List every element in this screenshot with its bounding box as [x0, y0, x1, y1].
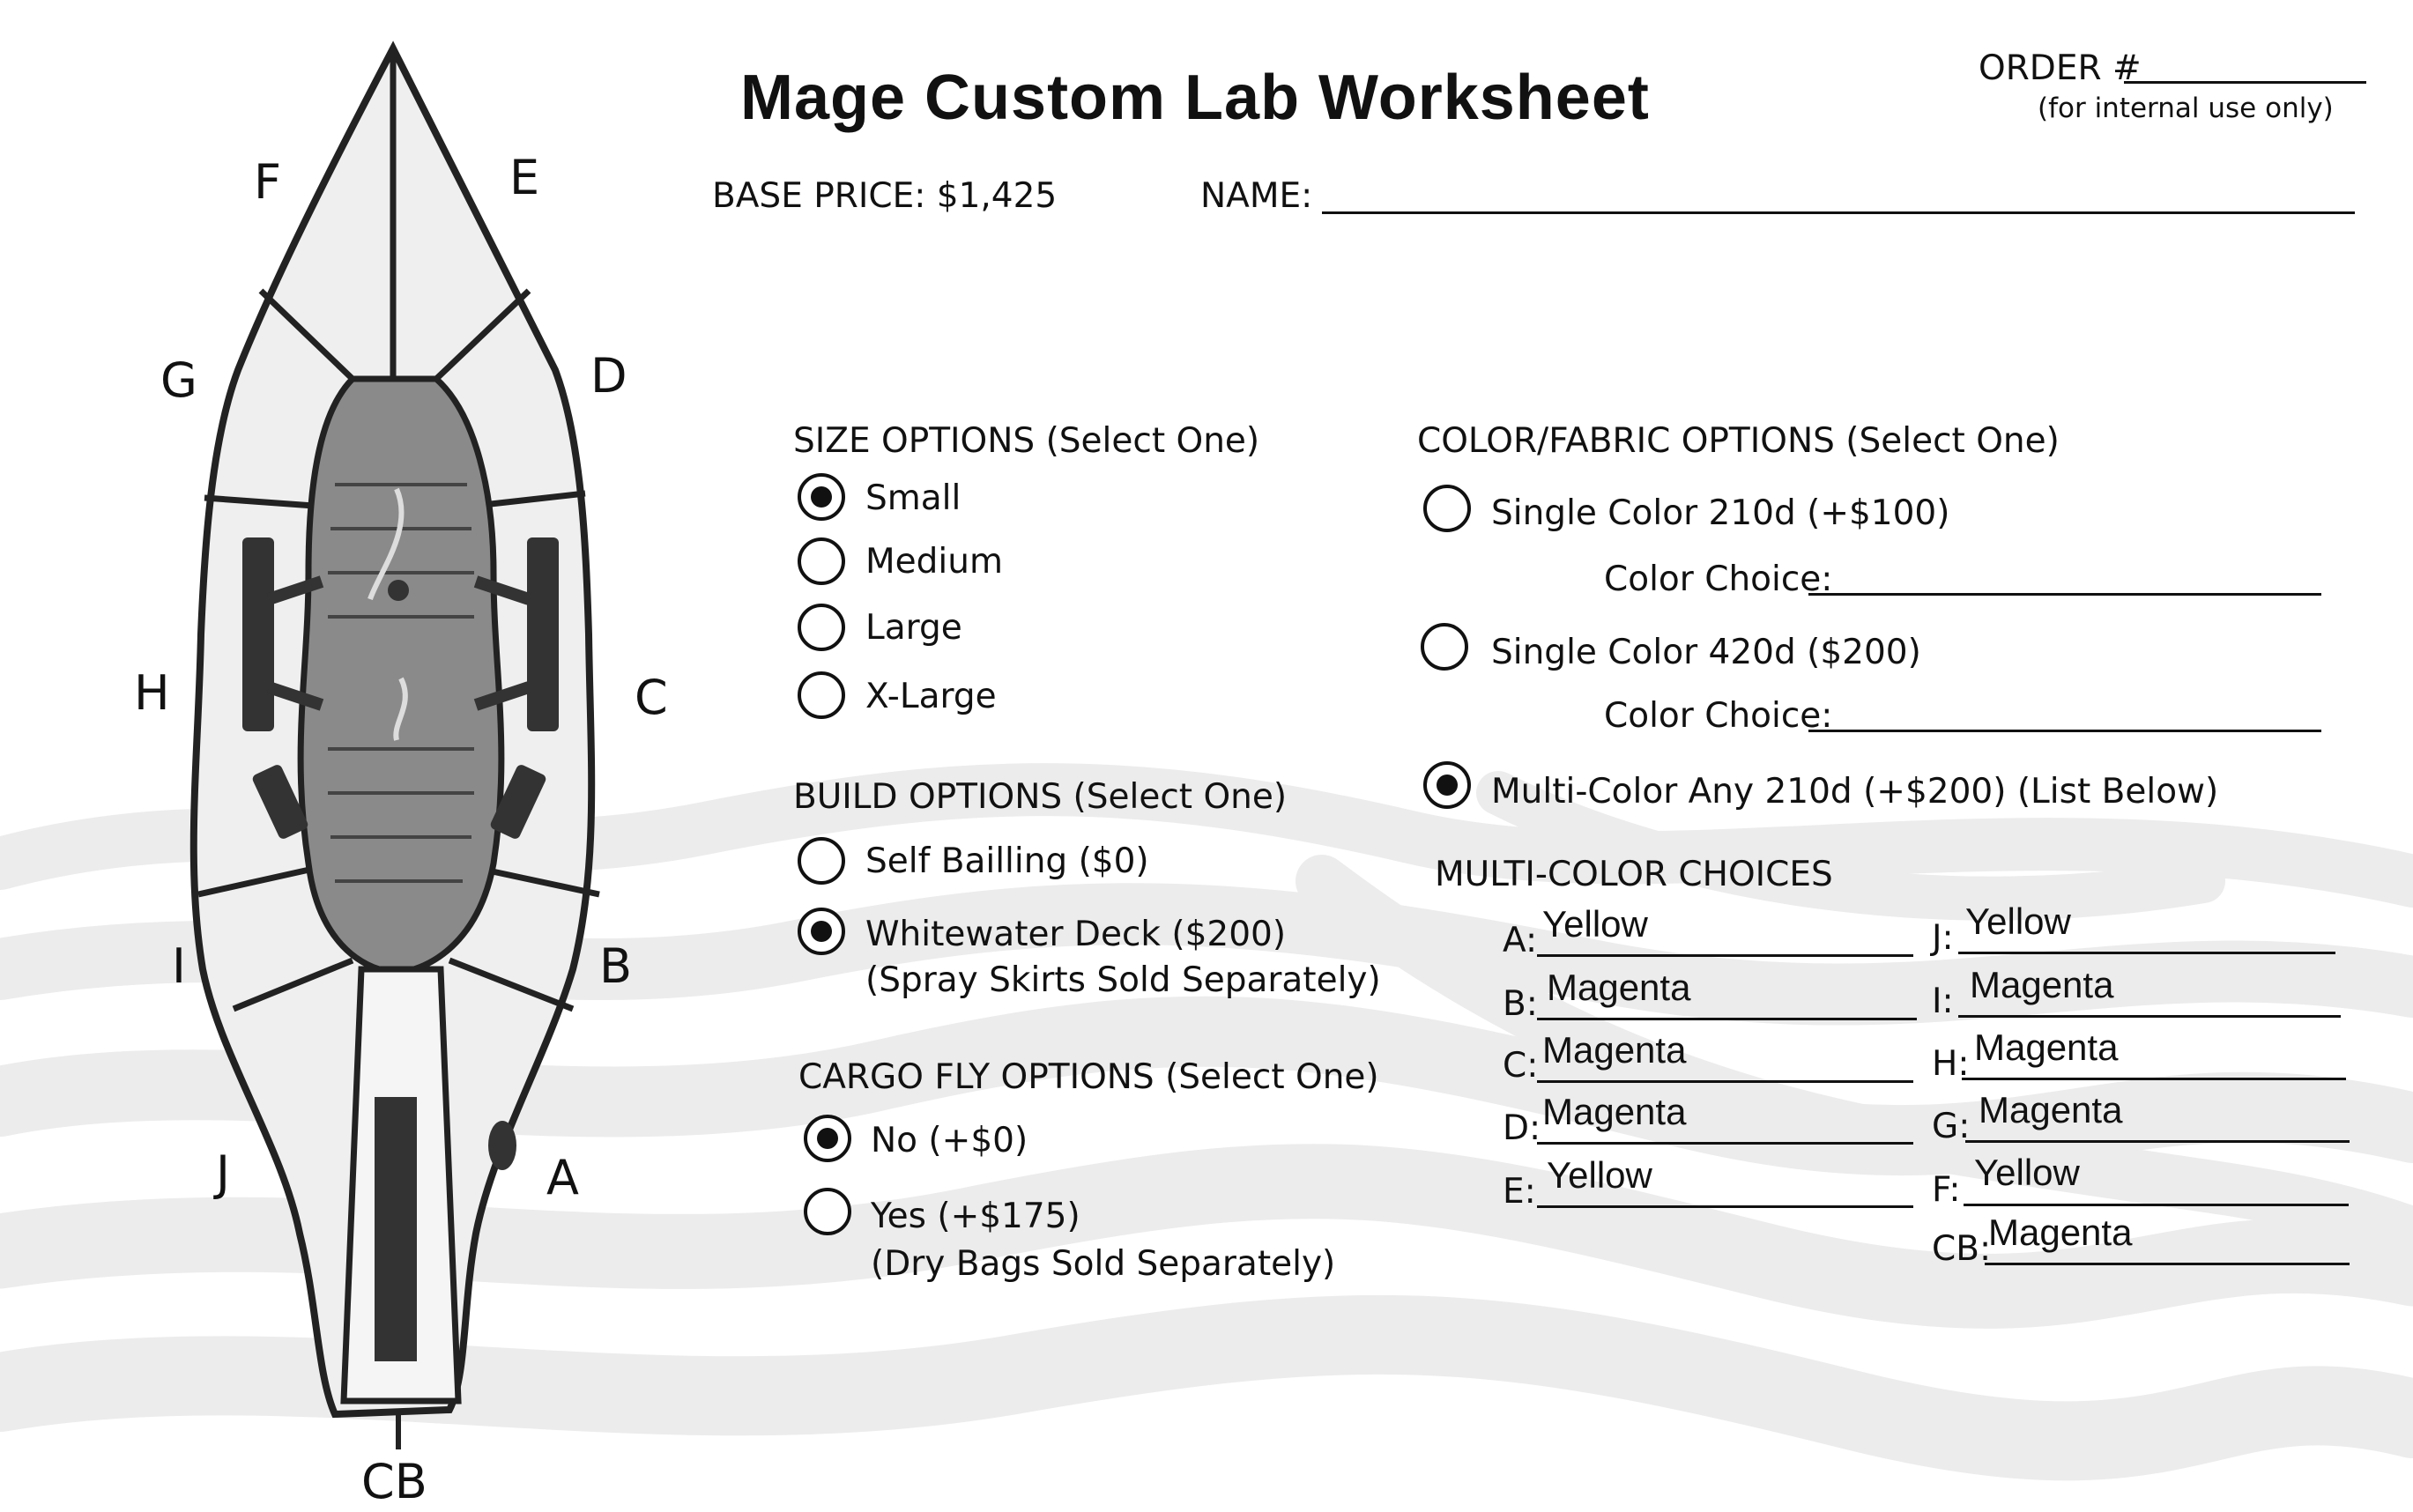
- size-option-small: Small: [865, 478, 961, 518]
- multi-color-heading: MULTI-COLOR CHOICES: [1435, 855, 1833, 894]
- diagram-label-e: E: [509, 150, 540, 205]
- color-choice-label-1: Color Choice:: [1604, 560, 1833, 599]
- build-option-self-bailing: Self Bailling ($0): [865, 841, 1149, 881]
- diagram-label-h: H: [134, 665, 170, 721]
- cargo-option-no: No (+$0): [871, 1121, 1028, 1160]
- multi-value-c[interactable]: Magenta: [1542, 1029, 1687, 1071]
- diagram-label-a: A: [546, 1150, 579, 1205]
- multi-key-b: B:: [1503, 984, 1538, 1024]
- order-number-field[interactable]: [2124, 81, 2366, 84]
- build-radio-self-bailing[interactable]: [798, 837, 845, 885]
- cargo-options-heading: CARGO FLY OPTIONS (Select One): [798, 1057, 1379, 1097]
- multi-value-f[interactable]: Yellow: [1974, 1152, 2080, 1193]
- size-option-medium: Medium: [865, 542, 1003, 582]
- multi-line-cb: [1985, 1263, 2350, 1265]
- color-option-single-210d: Single Color 210d (+$100): [1491, 493, 1950, 533]
- base-price: BASE PRICE: $1,425: [712, 176, 1058, 216]
- multi-line-c: [1537, 1080, 1913, 1083]
- diagram-label-g: G: [160, 352, 197, 408]
- multi-key-i: I:: [1932, 982, 1954, 1021]
- multi-value-h[interactable]: Magenta: [1974, 1027, 2119, 1068]
- multi-line-j: [1958, 952, 2335, 954]
- size-radio-large[interactable]: [798, 604, 845, 651]
- color-radio-single-420d[interactable]: [1421, 623, 1468, 671]
- diagram-label-f: F: [254, 154, 282, 210]
- cargo-radio-no[interactable]: [804, 1115, 851, 1162]
- multi-line-b: [1537, 1018, 1917, 1020]
- multi-line-h: [1962, 1078, 2346, 1080]
- diagram-label-b: B: [599, 938, 633, 994]
- color-option-single-420d: Single Color 420d ($200): [1491, 633, 1921, 672]
- multi-key-g: G:: [1932, 1107, 1971, 1146]
- multi-line-e: [1537, 1205, 1913, 1208]
- multi-value-j[interactable]: Yellow: [1965, 901, 2071, 942]
- diagram-label-j: J: [216, 1145, 230, 1201]
- multi-line-d: [1537, 1142, 1913, 1145]
- cargo-option-yes-note: (Dry Bags Sold Separately): [871, 1244, 1336, 1284]
- order-number-label: ORDER #: [1979, 48, 2142, 88]
- multi-line-a: [1537, 954, 1913, 957]
- diagram-label-i: I: [172, 938, 186, 994]
- cargo-option-yes: Yes (+$175): [871, 1197, 1080, 1236]
- size-option-large: Large: [865, 608, 962, 648]
- multi-line-i: [1958, 1015, 2341, 1018]
- color-choice-label-2: Color Choice:: [1604, 696, 1833, 736]
- packraft-diagram: [0, 0, 670, 1512]
- color-options-heading: COLOR/FABRIC OPTIONS (Select One): [1417, 421, 2060, 461]
- multi-value-a[interactable]: Yellow: [1542, 903, 1648, 945]
- multi-key-f: F:: [1932, 1170, 1961, 1210]
- build-option-whitewater-deck: Whitewater Deck ($200): [865, 915, 1287, 954]
- multi-value-e[interactable]: Yellow: [1547, 1154, 1652, 1196]
- color-radio-single-210d[interactable]: [1423, 485, 1471, 532]
- multi-key-c: C:: [1503, 1046, 1539, 1086]
- size-radio-xlarge[interactable]: [798, 671, 845, 719]
- multi-key-e: E:: [1503, 1172, 1536, 1212]
- color-radio-multi-210d[interactable]: [1423, 761, 1471, 809]
- multi-line-g: [1965, 1140, 2350, 1143]
- multi-value-d[interactable]: Magenta: [1542, 1091, 1687, 1132]
- multi-key-d: D:: [1503, 1108, 1541, 1148]
- multi-key-cb: CB:: [1932, 1229, 1992, 1269]
- build-option-whitewater-note: (Spray Skirts Sold Separately): [865, 960, 1381, 1000]
- multi-key-h: H:: [1932, 1044, 1970, 1084]
- build-options-heading: BUILD OPTIONS (Select One): [793, 777, 1288, 817]
- size-radio-medium[interactable]: [798, 537, 845, 585]
- diagram-label-c: C: [635, 670, 668, 725]
- size-options-heading: SIZE OPTIONS (Select One): [793, 421, 1260, 461]
- color-option-multi-210d: Multi-Color Any 210d (+$200) (List Below): [1491, 772, 2219, 812]
- cargo-radio-yes[interactable]: [804, 1188, 851, 1235]
- size-option-xlarge: X-Large: [865, 677, 997, 716]
- name-label: NAME:: [1200, 176, 1313, 216]
- color-choice-field-2[interactable]: [1808, 730, 2321, 732]
- name-field[interactable]: [1322, 211, 2355, 214]
- build-radio-whitewater-deck[interactable]: [798, 908, 845, 955]
- page-title: Mage Custom Lab Worksheet: [740, 63, 1650, 133]
- multi-key-j: J:: [1932, 918, 1954, 958]
- multi-value-b[interactable]: Magenta: [1547, 967, 1691, 1008]
- diagram-label-d: D: [590, 348, 627, 404]
- multi-key-a: A:: [1503, 921, 1538, 960]
- multi-value-cb[interactable]: Magenta: [1988, 1212, 2133, 1253]
- diagram-label-cb: CB: [361, 1454, 427, 1509]
- multi-value-i[interactable]: Magenta: [1970, 964, 2114, 1005]
- size-radio-small[interactable]: [798, 473, 845, 521]
- color-choice-field-1[interactable]: [1808, 593, 2321, 596]
- multi-line-f: [1964, 1204, 2349, 1206]
- multi-value-g[interactable]: Magenta: [1979, 1089, 2123, 1130]
- order-internal-note: (for internal use only): [2038, 93, 2334, 124]
